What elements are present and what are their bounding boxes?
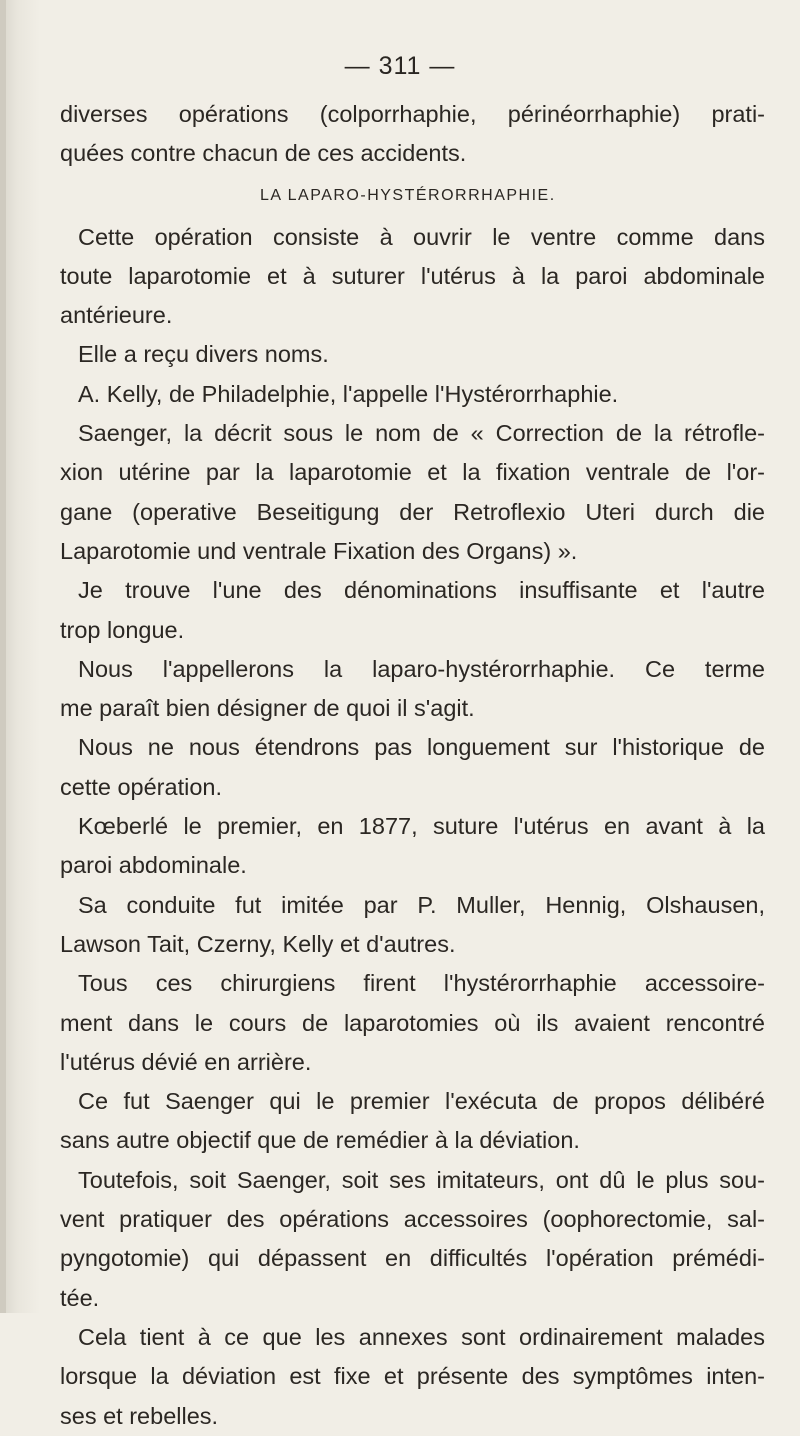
text-line: lorsque la déviation est fixe et présente des symptômes inten- <box>60 1363 765 1390</box>
text-line: xion utérine par la laparotomie et la fixation ventrale de l'or- <box>60 459 765 486</box>
text-line: diverses opérations (colporrhaphie, périnéorrhaphie) prati- <box>60 101 765 127</box>
text-line: Tous ces chirurgiens firent l'hystérorrhaphie accessoire- <box>78 970 765 997</box>
body-text <box>60 95 765 1436</box>
text-line: vent pratiquer des opérations accessoires (oophorectomie, sal- <box>60 1206 765 1233</box>
text-line: l'utérus dévié en arrière. <box>60 1048 312 1075</box>
text-line: gane (operative Beseitigung der Retroflexio Uteri durch die <box>60 498 765 525</box>
text-line: antérieure. <box>60 302 173 329</box>
text-line: Lawson Tait, Czerny, Kelly et d'autres. <box>60 930 456 957</box>
text-line: Cette opération consiste à ouvrir le ventre comme dans <box>78 223 765 250</box>
page-number: — 311 — <box>344 52 456 80</box>
text-line: quées contre chacun de ces accidents. <box>60 140 467 167</box>
text-line: me paraît bien désigner de quoi il s'agit. <box>60 695 475 722</box>
text-line: Laparotomie und ventrale Fixation des Organs) ». <box>60 537 578 564</box>
text-line: Cela tient à ce que les annexes sont ordinairement malades <box>78 1323 765 1350</box>
section-heading: LA LAPARO-HYSTÉRORRHAPHIE. <box>260 186 556 204</box>
text-line: Nous ne nous étendrons pas longuement sur l'historique de <box>78 734 765 761</box>
text-line: Elle a reçu divers noms. <box>78 341 329 368</box>
text-line: trop longue. <box>60 616 185 643</box>
text-line: A. Kelly, de Philadelphie, l'appelle l'Hystérorrhaphie. <box>78 380 619 407</box>
text-line: Kœberlé le premier, en 1877, suture l'utérus en avant à la <box>78 813 765 840</box>
text-line: ment dans le cours de laparotomies où ils avaient rencontré <box>60 1009 765 1036</box>
text-line: Ce fut Saenger qui le premier l'exécuta de propos délibéré <box>78 1088 765 1115</box>
text-line: sans autre objectif que de remédier à la déviation. <box>60 1127 580 1154</box>
text-line: Saenger, la décrit sous le nom de « Correction de la rétrofle- <box>78 420 765 447</box>
text-line: ses et rebelles. <box>60 1402 219 1429</box>
text-line: Toutefois, soit Saenger, soit ses imitateurs, ont dû le plus sou- <box>78 1166 765 1193</box>
text-line: Nous l'appellerons la laparo-hystérorrhaphie. Ce terme <box>78 655 765 682</box>
text-line: paroi abdominale. <box>60 852 247 879</box>
text-line: pyngotomie) qui dépassent en difficultés l'opération prémédi- <box>60 1245 765 1272</box>
text-line: toute laparotomie et à suturer l'utérus à la paroi abdominale <box>60 262 765 289</box>
page-binding-edge <box>0 0 6 1313</box>
text-line: Je trouve l'une des dénominations insuffisante et l'autre <box>78 577 765 604</box>
text-line: Sa conduite fut imitée par P. Muller, Hennig, Olshausen, <box>78 891 765 918</box>
text-line: tée. <box>60 1284 100 1311</box>
text-line: cette opération. <box>60 773 222 800</box>
